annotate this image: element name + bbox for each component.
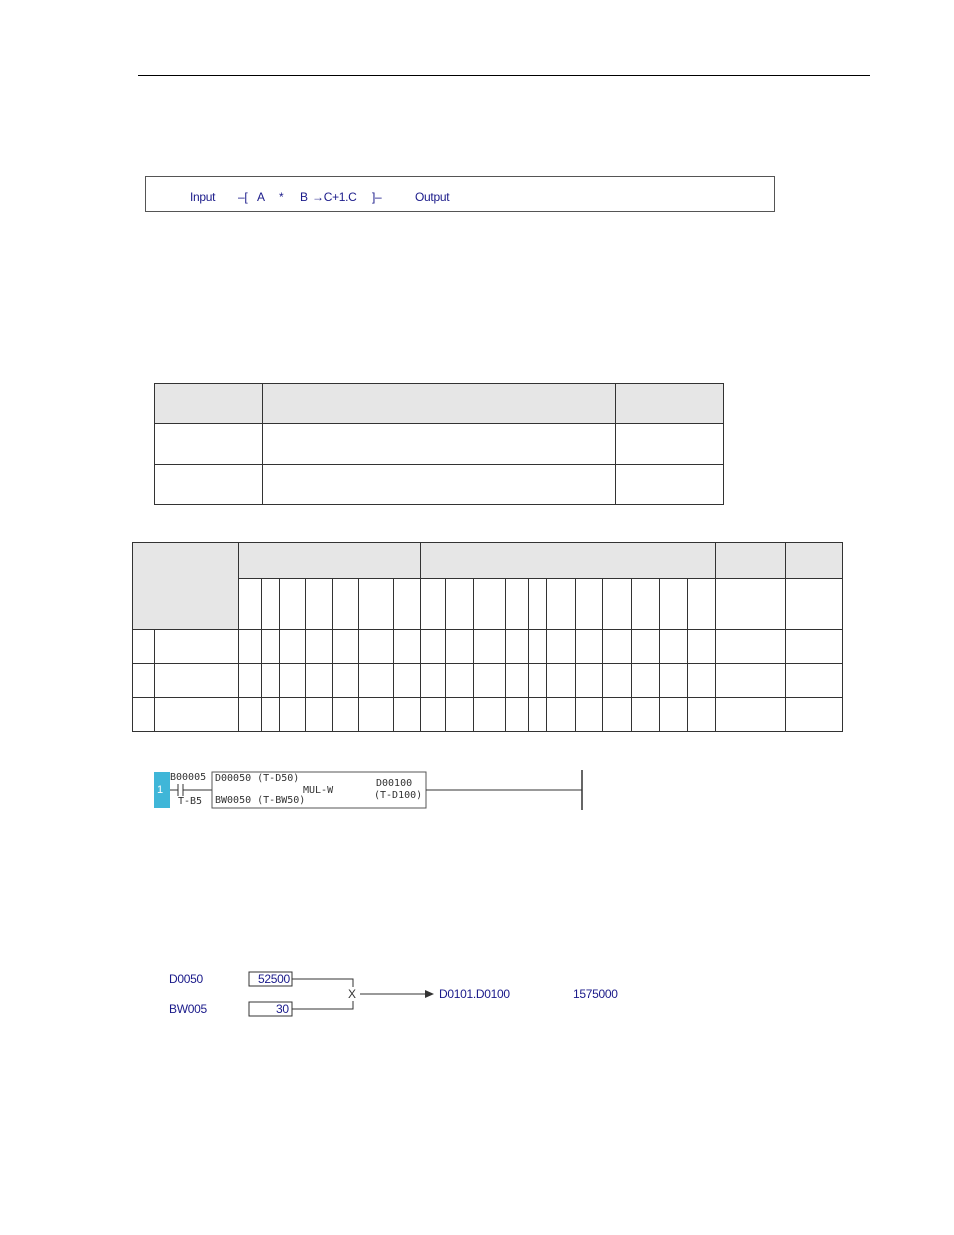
operand-table	[154, 383, 724, 505]
device-table-subheader	[133, 579, 843, 630]
operand-cell	[616, 465, 724, 505]
label-a: D0050	[169, 972, 203, 986]
value-a: 52500	[258, 972, 290, 986]
format-close-bracket: ]–	[372, 190, 382, 204]
device-table-row	[133, 698, 843, 732]
device-table-header	[133, 543, 843, 579]
device-table	[132, 542, 843, 732]
rung-number: 1	[157, 784, 164, 796]
device-header-cell	[786, 543, 843, 579]
contact-tag: T-B5	[178, 796, 203, 807]
format-output-label: Output	[415, 190, 450, 204]
operand-cell	[155, 424, 263, 465]
device-header-group	[421, 543, 716, 579]
destination-tag: (T-D100)	[374, 790, 423, 801]
multiply-operator: X	[348, 987, 356, 1001]
result-value: 1575000	[573, 987, 618, 1001]
operand-table-header	[155, 384, 724, 424]
top-rule	[138, 75, 870, 76]
format-open-bracket: –[	[238, 190, 248, 204]
format-arrow-result: →C+1.C	[312, 190, 357, 204]
device-header-cell	[716, 543, 786, 579]
instruction-format-box	[145, 176, 775, 212]
device-header-group	[239, 543, 421, 579]
instruction-name: MUL-W	[303, 785, 334, 796]
format-input-label: Input	[190, 190, 216, 204]
device-table-row	[133, 630, 843, 664]
source-b: BW0050 (T-BW50)	[215, 795, 306, 806]
operand-cell	[263, 424, 616, 465]
source-a: D00050 (T-D50)	[215, 773, 300, 784]
example-diagram	[160, 965, 640, 1025]
operand-cell	[616, 424, 724, 465]
operand-table-row	[155, 465, 724, 505]
format-operand-b: B	[300, 190, 308, 204]
operand-cell	[155, 465, 263, 505]
operand-header-cell	[616, 384, 724, 424]
format-operator: *	[279, 190, 284, 204]
ladder-diagram	[150, 768, 590, 814]
label-b: BW005	[169, 1002, 207, 1016]
operand-table-row	[155, 424, 724, 465]
device-header-corner	[133, 543, 239, 630]
value-b: 30	[276, 1002, 289, 1016]
destination-registers: D0101.D0100	[439, 987, 510, 1001]
example-wiring	[160, 965, 640, 1025]
operand-header-cell	[263, 384, 616, 424]
format-operand-a: A	[257, 190, 265, 204]
destination: D00100	[376, 778, 413, 789]
device-table-row	[133, 664, 843, 698]
operand-cell	[263, 465, 616, 505]
contact-address: B00005	[170, 772, 207, 783]
operand-header-cell	[155, 384, 263, 424]
